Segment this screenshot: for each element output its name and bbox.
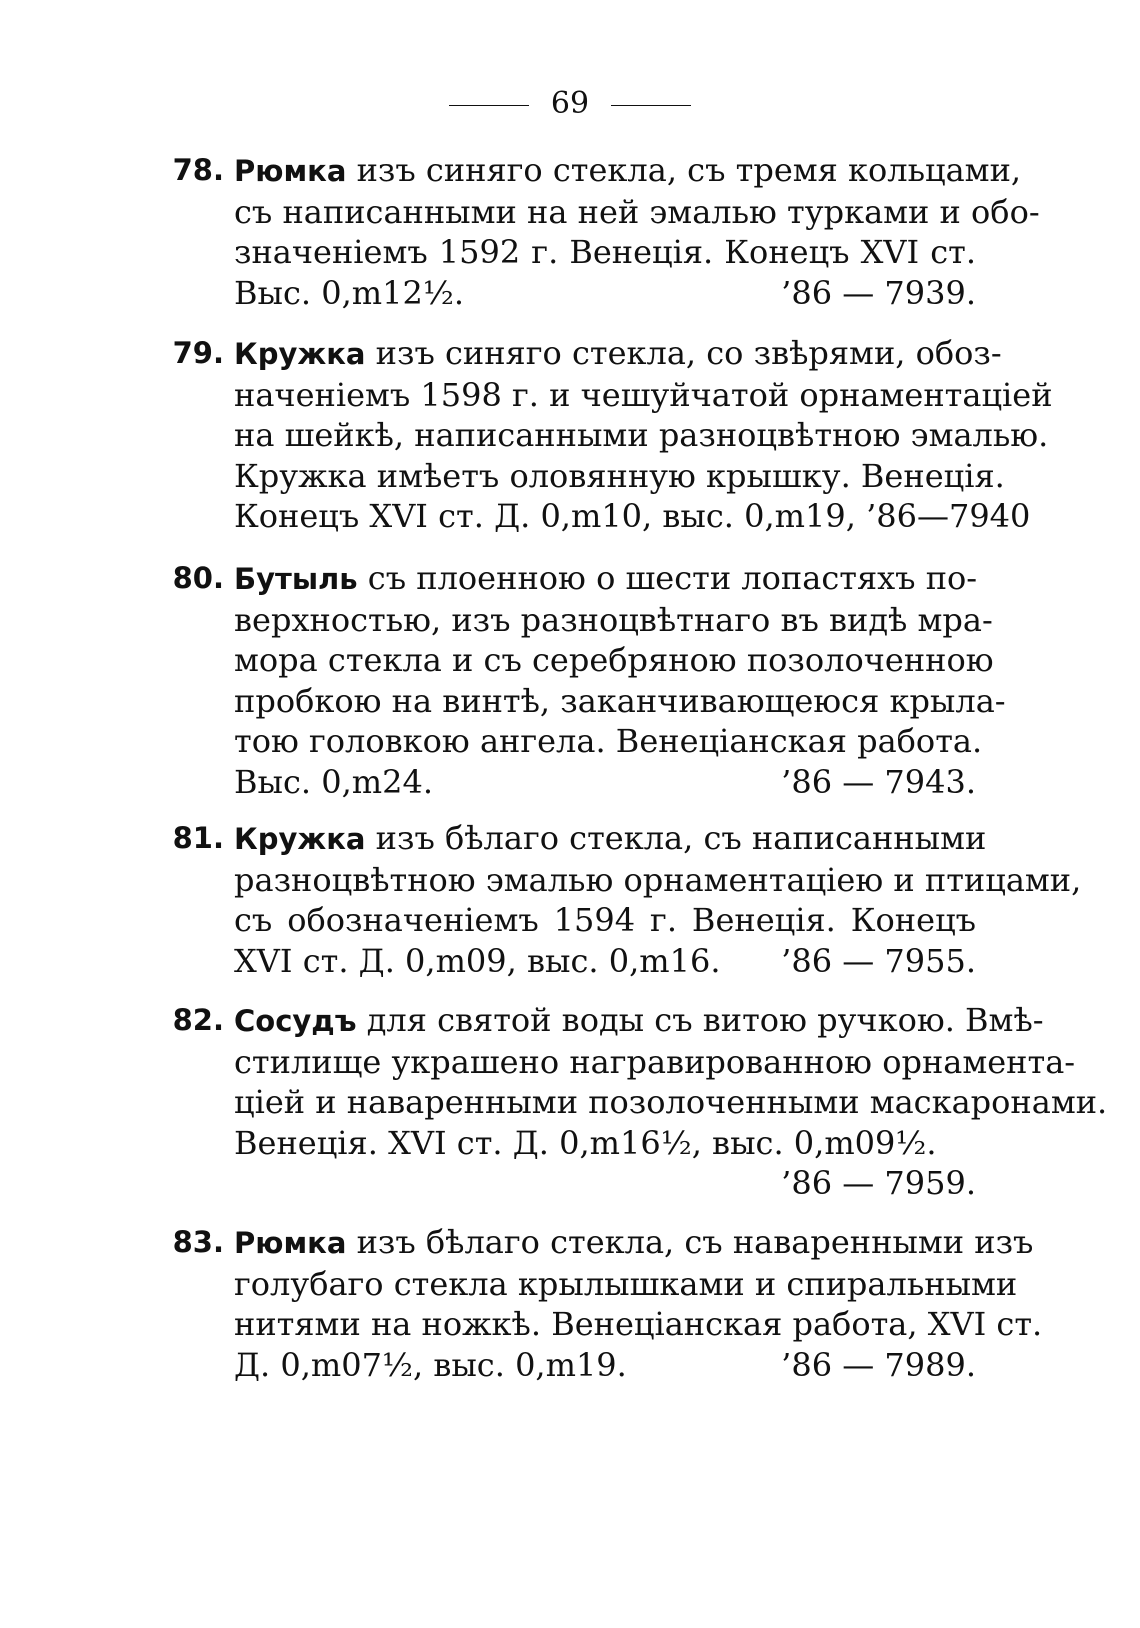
entry-line: наченіемъ 1598 г. и чешуйчатой орнаментаціей <box>234 375 1053 414</box>
entry-line <box>160 818 987 860</box>
entry-text: изъ бѣлаго стекла, съ наваренными изъ <box>356 1223 1034 1261</box>
entry-line: Кружка имѣетъ оловянную крышку. Венеція. <box>234 456 1005 495</box>
catalog-entry-79 <box>160 333 1053 537</box>
entry-line: значеніемъ 1592 г. Венеція. Конецъ XVI ст. <box>234 233 976 271</box>
entry-line <box>160 558 976 600</box>
entry-dimensions: Выс. 0,m24. <box>234 762 434 801</box>
entry-dimensions: XVI ст. Д. 0,m09, выс. 0,m16. <box>234 941 721 980</box>
entry-dimensions: Венеція. XVI ст. Д. 0,m16½, выс. 0,m09½. <box>234 1123 937 1162</box>
entry-line <box>160 273 976 314</box>
entry-dimensions: Д. 0,m07½, выс. 0,m19. <box>234 1345 627 1384</box>
entry-line <box>160 333 1002 375</box>
catalog-entry-83 <box>160 1222 1043 1385</box>
page-header <box>0 84 1140 124</box>
entry-number: 79. <box>172 336 224 370</box>
entry-text: съ плоенною о шести лопастяхъ по- <box>367 559 978 597</box>
catalog-entry-80 <box>160 558 1006 802</box>
entry-title: Кружка <box>234 337 366 371</box>
entry-line <box>160 1222 1034 1264</box>
entry-text: изъ синяго стекла, со звѣрями, обоз- <box>375 334 1002 372</box>
entry-line: верхностью, изъ разноцвѣтнаго въ видѣ мра- <box>234 600 993 639</box>
entry-number: 83. <box>172 1225 224 1259</box>
entry-line: разноцвѣтною эмалью орнаментаціею и птицами, <box>234 860 1082 899</box>
inventory-number: ’86 — 7955. <box>781 941 976 980</box>
entry-title: Бутыль <box>234 562 358 596</box>
entry-number: 80. <box>172 561 224 595</box>
entry-line <box>160 150 1022 192</box>
entry-line: стилище украшено награвированною орнамента- <box>234 1042 1076 1081</box>
catalog-entry-81 <box>160 818 1082 981</box>
entry-line: съ написанными на ней эмалью турками и обо- <box>234 192 1040 231</box>
entry-dimensions: Выс. 0,m12½. <box>234 273 465 312</box>
entry-title: Рюмка <box>234 1226 347 1260</box>
header-rule-right <box>611 105 691 106</box>
page-number: 69 <box>550 86 590 121</box>
entry-title: Сосудъ <box>234 1004 357 1038</box>
catalog-entry-82 <box>160 1000 1108 1204</box>
entry-line: Конецъ XVI ст. Д. 0,m10, выс. 0,m19, ’86—7940 <box>234 497 1031 535</box>
entry-line <box>160 1345 976 1386</box>
entry-line: мора стекла и съ серебряною позолоченною <box>234 641 994 679</box>
inventory-number: ’86 — 7989. <box>781 1345 976 1384</box>
entry-title: Рюмка <box>234 154 347 188</box>
entry-line: съ обозначеніемъ 1594 г. Венеція. Конецъ <box>234 901 976 939</box>
header-rule-left <box>449 105 529 106</box>
entry-line <box>160 941 976 982</box>
entry-text: изъ синяго стекла, съ тремя кольцами, <box>356 151 1022 189</box>
entry-line: тою головкою ангела. Венеціанская работа. <box>234 722 983 760</box>
entry-number: 78. <box>172 153 224 187</box>
entry-line: на шейкѣ, написанными разноцвѣтною эмалью. <box>234 416 1049 454</box>
entry-title: Кружка <box>234 822 366 856</box>
entry-text: изъ бѣлаго стекла, съ написанными <box>375 819 987 857</box>
entry-line: пробкою на винтѣ, заканчивающеюся крыла- <box>234 681 1006 720</box>
entry-line <box>160 1000 1044 1042</box>
catalog-entry-78 <box>160 150 1040 313</box>
entry-line: голубаго стекла крылышками и спиральными <box>234 1264 1018 1303</box>
entry-number: 82. <box>172 1003 224 1037</box>
inventory-number: ’86 — 7943. <box>781 762 976 801</box>
entry-text: для святой воды съ витою ручкою. Вмѣ- <box>366 1001 1044 1039</box>
entry-line: нитями на ножкѣ. Венеціанская работа, XVI ст. <box>234 1305 1043 1343</box>
inventory-number: ’86 — 7939. <box>781 273 976 312</box>
entry-number: 81. <box>172 821 224 855</box>
entry-line <box>160 762 976 803</box>
entry-line: ціей и наваренными позолоченными маскаронами. <box>234 1083 1108 1121</box>
inventory-number: ’86 — 7959. <box>781 1164 976 1202</box>
